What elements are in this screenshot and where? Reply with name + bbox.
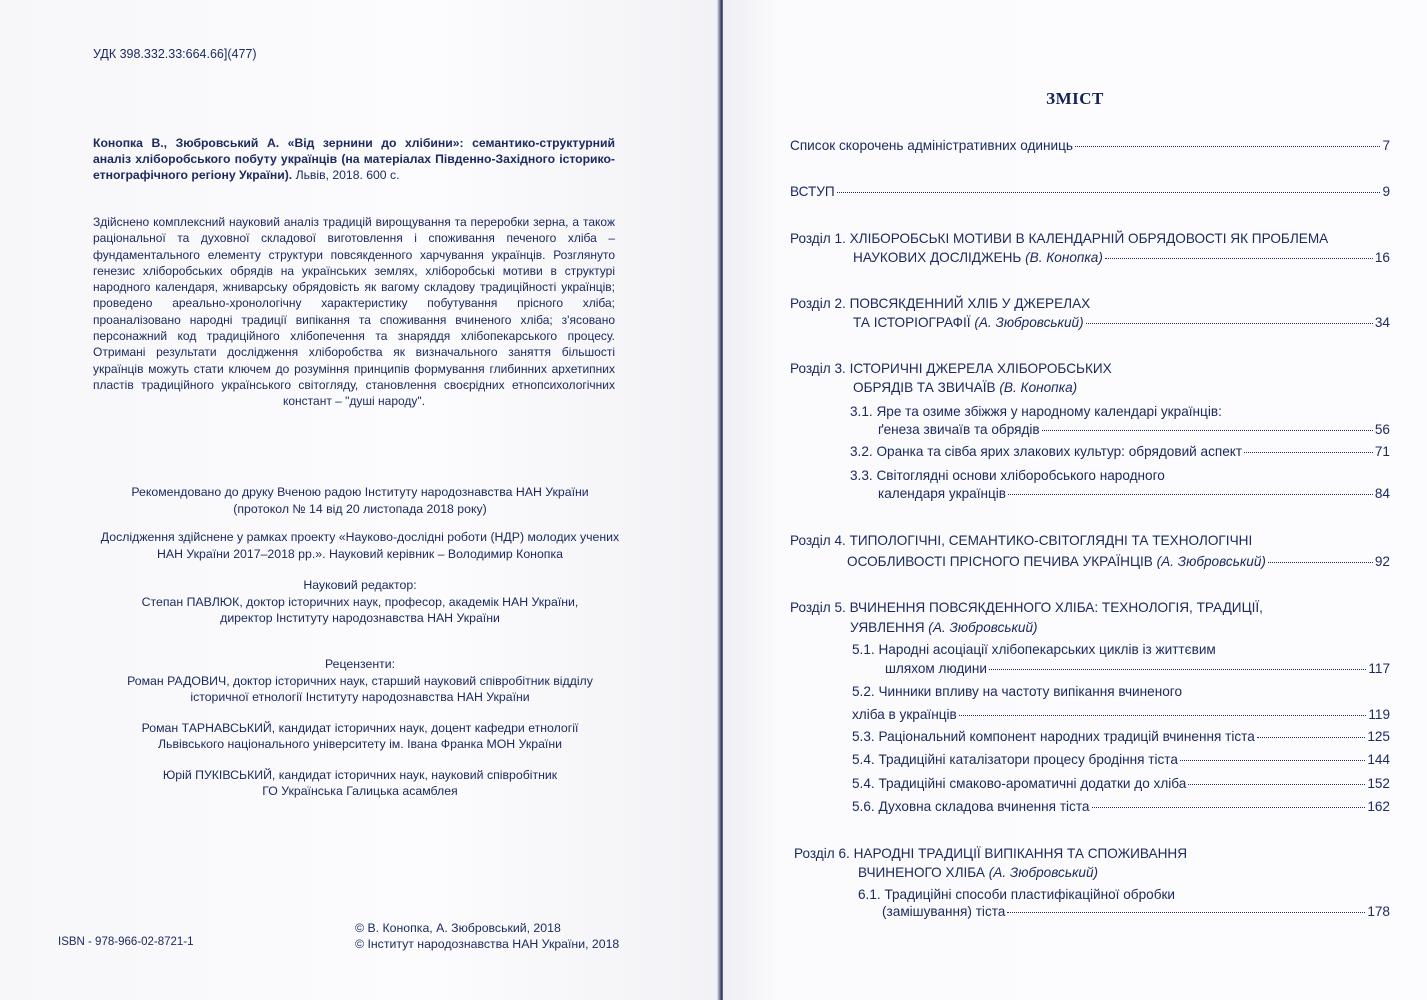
chapter-6-title-cont: ВЧИНЕНОГО ХЛІБА (858, 865, 985, 880)
leader-dots (1105, 257, 1373, 259)
toc-entry-5-3[interactable] (852, 729, 1390, 744)
section-5-2-title-cont: хліба в українців (852, 707, 957, 722)
chapter-1-title-cont: НАУКОВИХ ДОСЛІДЖЕНЬ (853, 250, 1022, 265)
reviewers-block (60, 656, 660, 814)
toc-entry-abbreviations[interactable] (790, 138, 1390, 153)
section-5-4-title: 5.4. Традиційні смаково-ароматичні додатки до хліба (852, 776, 1187, 791)
toc-title: ЗМІСТ (1046, 89, 1104, 108)
section-5-2-line-2 (852, 707, 1390, 722)
leader-dots (837, 191, 1381, 193)
editor-heading: Науковий редактор: (303, 578, 417, 592)
leader-dots (989, 668, 1366, 670)
chapter-6-line-2 (858, 865, 1098, 880)
leader-dots (959, 714, 1367, 716)
biblio-title: Конопка В., Зюбровський А. «Від зернини до хлібини»: семантико-структурний аналіз хліборобського побуту українців (на матеріалах Південно-Західного історико-етнографічного регіону України). (93, 136, 615, 182)
section-5-1-line-2 (885, 661, 1390, 676)
section-3-1-title-cont: ґенеза звичаїв та обрядів (878, 422, 1040, 437)
udk-code: УДК 398.332.33:664.66](477) (93, 47, 257, 61)
leader-dots (1180, 759, 1365, 761)
chapter-2-title-cont: ТА ІСТОРІОГРАФІЇ (853, 315, 971, 330)
chapter-5-title-cont: УЯВЛЕННЯ (850, 620, 925, 635)
page-number: 9 (1382, 184, 1390, 199)
reviewer-2-line-2: Львівського національного університету ім. Івана Франка МОН України (157, 737, 563, 751)
leader-dots (1075, 145, 1380, 147)
toc-entry-text: Список скорочень адміністративних одиниць (790, 138, 1073, 153)
leader-dots (1257, 736, 1366, 738)
recommendation-line: Рекомендовано до друку Вченою радою Інституту народознавства НАН України (131, 485, 589, 499)
chapter-1-line-2 (853, 250, 1390, 265)
section-5-1-title: 5.1. Народні асоціації хлібопекарських циклів із життєвим (852, 642, 1216, 657)
chapter-2-line-2 (853, 315, 1390, 330)
section-5-1-title-cont: шляхом людини (885, 661, 987, 676)
page-number: 56 (1374, 422, 1390, 437)
section-5-2-title: 5.2. Чинники впливу на частоту випікання вчиненого (852, 684, 1182, 699)
leader-dots (1008, 493, 1373, 495)
leader-dots (1092, 806, 1366, 808)
chapter-3-title: Розділ 3. ІСТОРИЧНІ ДЖЕРЕЛА ХЛІБОРОБСЬКИХ (790, 361, 1112, 376)
chapter-4-author: (А. Зюбровський) (1156, 554, 1266, 569)
leader-dots (1268, 561, 1373, 563)
leader-dots (1244, 451, 1373, 453)
reviewer-2-line-1: Роман ТАРНАВСЬКИЙ, кандидат історичних наук, доцент кафедри етнології (141, 720, 579, 735)
section-6-1-line-2 (882, 904, 1390, 919)
section-3-2-title: 3.2. Оранка та сівба ярих злакових культур: обрядовий аспект (850, 444, 1243, 459)
section-5-6-title: 5.6. Духовна складова вчинення тіста (852, 799, 1090, 814)
chapter-5-line-2 (850, 620, 1038, 635)
leader-dots (1042, 429, 1373, 431)
section-3-1-title: 3.1. Яре та озиме збіжжя у народному календарі українців: (850, 404, 1222, 419)
page-number: 119 (1368, 707, 1390, 722)
page-number: 178 (1367, 904, 1390, 919)
chapter-1-title: Розділ 1. ХЛІБОРОБСЬКІ МОТИВИ В КАЛЕНДАРНІЙ ОБРЯДОВОСТІ ЯК ПРОБЛЕМА (790, 231, 1329, 246)
reviewer-1 (60, 673, 660, 706)
section-3-3-title-cont: календаря українців (878, 486, 1007, 501)
chapter-5-author: (А. Зюбровський) (928, 620, 1038, 635)
copyright-authors: © В. Конопка, А. Зюбровський, 2018 (355, 921, 561, 935)
section-3-1-line-2 (878, 422, 1390, 437)
page-number: 152 (1367, 776, 1390, 791)
chapter-5-title: Розділ 5. ВЧИНЕННЯ ПОВСЯКДЕННОГО ХЛІБА: ТЕХНОЛОГІЯ, ТРАДИЦІЇ, (790, 600, 1263, 615)
section-5-3-title: 5.3. Раціональний компонент народних традицій вчинення тіста (852, 729, 1255, 744)
page-number: 92 (1374, 554, 1390, 569)
recommendation-block (60, 484, 660, 517)
leader-dots (1086, 322, 1373, 324)
table-of-contents (790, 0, 1390, 1000)
reviewer-2 (60, 720, 660, 753)
scientific-editor-block (60, 577, 660, 627)
chapter-6-author: (А. Зюбровський) (988, 865, 1099, 880)
toc-entry-intro[interactable] (790, 184, 1390, 199)
editor-line-2: директор Інституту народознавства НАН України (220, 611, 500, 625)
chapter-3-line-2 (853, 380, 1077, 395)
chapter-4-line-2 (847, 554, 1390, 569)
chapter-3-author: (В. Конопка) (999, 380, 1078, 395)
chapter-2-author: (А. Зюбровський) (974, 315, 1084, 330)
bibliographic-record (93, 135, 615, 183)
page-number: 144 (1367, 752, 1390, 767)
leader-dots (1188, 783, 1365, 785)
copyright-institute: © Інститут народознавства НАН України, 2018 (355, 937, 620, 951)
toc-entry-text: ВСТУП (790, 184, 835, 199)
section-5-4-title: 5.4. Традиційні каталізатори процесу бродіння тіста (852, 752, 1178, 767)
chapter-4-title-cont: ОСОБЛИВОСТІ ПРІСНОГО ПЕЧИВА УКРАЇНЦІВ (847, 554, 1153, 569)
toc-entry-5-4-b[interactable] (852, 776, 1390, 791)
page-number: 117 (1368, 661, 1390, 676)
reviewers-heading: Рецензенти: (324, 657, 396, 671)
reviewer-3-line-1: Юрій ПУКІВСЬКИЙ, кандидат історичних наук, науковий співробітник (162, 767, 558, 782)
chapter-2-title: Розділ 2. ПОВСЯКДЕННИЙ ХЛІБ У ДЖЕРЕЛАХ (790, 296, 1091, 311)
toc-entry-5-6[interactable] (852, 799, 1390, 814)
leader-dots (1007, 911, 1365, 913)
editor-line-1: Степан ПАВЛЮК, доктор історичних наук, професор, академік НАН України, (141, 594, 579, 609)
reviewer-3-line-2: ГО Українська Галицька асамблея (262, 784, 458, 798)
page-number: 16 (1374, 250, 1390, 265)
chapter-6-title: Розділ 6. НАРОДНІ ТРАДИЦІЇ ВИПІКАННЯ ТА СПОЖИВАННЯ (794, 846, 1188, 861)
page-number: 162 (1367, 799, 1390, 814)
research-line-2: НАН України 2017–2018 рр.». Науковий керівник – Володимир Конопка (157, 546, 563, 561)
reviewer-1-line-1: Роман РАДОВИЧ, доктор історичних наук, старший науковий співробітник відділу (127, 673, 593, 688)
page-number: 84 (1374, 486, 1390, 501)
chapter-3-title-cont: ОБРЯДІВ ТА ЗВИЧАЇВ (853, 380, 996, 395)
section-6-1-title-cont: (замішування) тіста (882, 904, 1006, 919)
chapter-1-author: (В. Конопка) (1025, 250, 1103, 265)
abstract-paragraph: Здійснено комплексний науковий аналіз традицій вирощування та переробки зерна, а також раціональної та духовної складової виготовлення і споживання печеного хліба – фундаментального елементу структури повсякденного харчування українців. Розглянуто генезис хліборобських обрядів на українських землях, хліборобські мотиви в структурі народного календаря, жниварську обрядовість як вагому складову традиційності українців; проведено ареально-хронологічну характеристику побутування прісного хліба; проаналізовано народні традиції випікання та споживання вчиненого хліба; з'ясовано персонажний код традиційного хлібопечення та знаряддя хлібопекарського процесу. Отримані результати дослідження хліборобства як визначального заняття більшості українців можуть стати ключем до розуміння принципів формування глибинних архетипних пластів традиційного українського світогляду, становлення своєрідних етнопсихологічних констант – "душі народу". (93, 215, 615, 409)
page-number: 7 (1382, 138, 1390, 153)
research-note (55, 529, 665, 562)
biblio-imprint: Львів, 2018. 600 с. (292, 168, 400, 182)
toc-entry-3-2[interactable] (850, 444, 1390, 459)
section-6-1-title: 6.1. Традиційні способи пластифікаційної обробки (858, 887, 1176, 902)
reviewer-3 (60, 767, 660, 800)
protocol-line: (протокол № 14 від 20 листопада 2018 року) (233, 501, 487, 516)
isbn: ISBN - 978-966-02-8721-1 (58, 936, 194, 948)
copyright-block (355, 920, 619, 952)
page-number: 34 (1374, 315, 1390, 330)
section-3-3-title: 3.3. Світоглядні основи хліборобського народного (850, 468, 1165, 483)
chapter-4-title: Розділ 4. ТИПОЛОГІЧНІ, СЕМАНТИКО-СВІТОГЛЯДНІ ТА ТЕХНОЛОГІЧНІ (790, 533, 1253, 548)
section-3-3-line-2 (878, 486, 1390, 501)
research-line-1: Дослідження здійснене у рамках проекту «Науково-дослідні роботи (НДР) молодих учених (100, 530, 620, 544)
reviewer-1-line-2: історичної етнології Інституту народознавства НАН України (190, 690, 530, 704)
page-number: 71 (1374, 444, 1390, 459)
toc-entry-5-4-a[interactable] (852, 752, 1390, 767)
page-number: 125 (1367, 729, 1390, 744)
